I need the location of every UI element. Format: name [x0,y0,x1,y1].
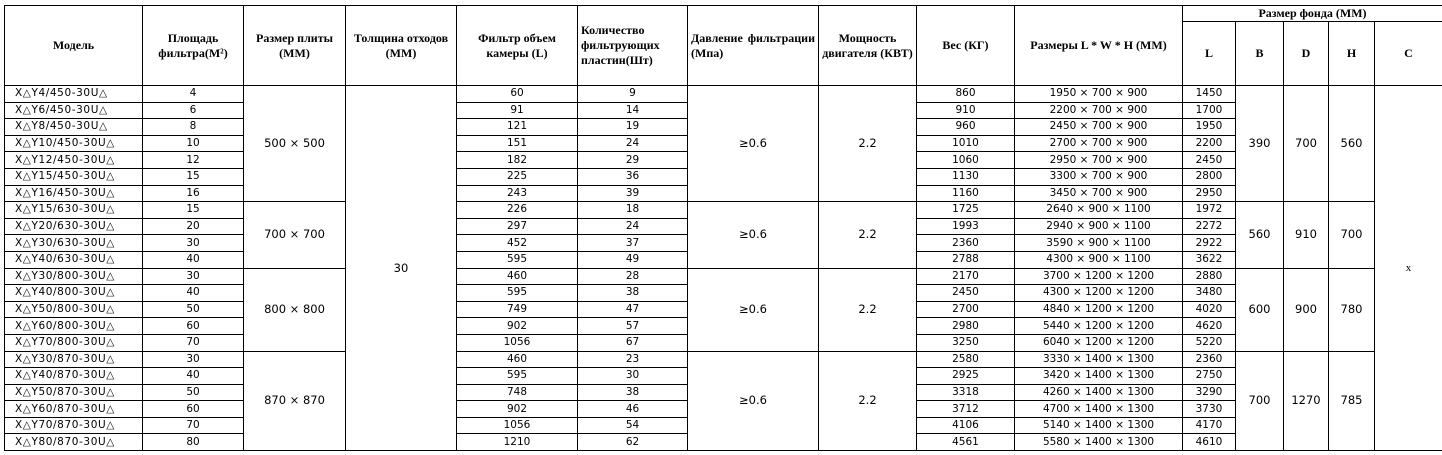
header-waste-thickness: Толщина отходов (ММ) [346,6,457,86]
weight-cell: 1725 [917,202,1015,219]
model-cell: X△Y15/450-30U△ [5,168,143,185]
filter-area-cell: 30 [143,235,244,252]
plate-count-cell: 24 [578,135,688,152]
plate-count-cell: 67 [578,334,688,351]
dimensions-cell: 3330 × 1400 × 1300 [1015,351,1183,368]
model-cell: X△Y15/630-30U△ [5,202,143,219]
foundation-l-cell: 3622 [1183,251,1236,268]
filter-area-cell: 4 [143,86,244,103]
filter-area-cell: 8 [143,119,244,136]
filter-area-cell: 50 [143,384,244,401]
dimensions-cell: 2950 × 700 × 900 [1015,152,1183,169]
model-cell: X△Y70/800-30U△ [5,334,143,351]
foundation-d-cell: 700 [1284,86,1329,202]
plate-count-cell: 9 [578,86,688,103]
dimensions-cell: 2940 × 900 × 1100 [1015,218,1183,235]
foundation-l-cell: 2950 [1183,185,1236,202]
chamber-volume-cell: 595 [457,368,578,385]
header-row [5,6,1442,22]
filter-area-cell: 40 [143,285,244,302]
foundation-l-cell: 2360 [1183,351,1236,368]
chamber-volume-cell: 60 [457,86,578,103]
filter-pressure-cell: ≥0.6 [688,86,819,202]
plate-count-cell: 57 [578,318,688,335]
weight-cell: 3712 [917,401,1015,418]
motor-power-cell: 2.2 [819,202,917,268]
chamber-volume-cell: 151 [457,135,578,152]
foundation-l-cell: 2800 [1183,168,1236,185]
filter-area-cell: 10 [143,135,244,152]
foundation-b-cell: 700 [1236,351,1284,451]
filter-area-cell: 15 [143,168,244,185]
chamber-volume-cell: 902 [457,401,578,418]
plate-count-cell: 37 [578,235,688,252]
model-cell: X△Y30/630-30U△ [5,235,143,252]
foundation-h-cell: 560 [1329,86,1375,202]
model-cell: X△Y40/630-30U△ [5,251,143,268]
dimensions-cell: 3300 × 700 × 900 [1015,168,1183,185]
spec-table [4,5,1442,451]
dimensions-cell: 4300 × 900 × 1100 [1015,251,1183,268]
foundation-l-cell: 1450 [1183,86,1236,103]
plate-count-cell: 47 [578,301,688,318]
foundation-l-cell: 4170 [1183,417,1236,434]
plate-count-cell: 62 [578,434,688,451]
filter-pressure-cell: ≥0.6 [688,202,819,268]
foundation-l-cell: 2750 [1183,368,1236,385]
foundation-l-cell: 3480 [1183,285,1236,302]
weight-cell: 960 [917,119,1015,136]
filter-area-cell: 12 [143,152,244,169]
weight-cell: 2788 [917,251,1015,268]
chamber-volume-cell: 182 [457,152,578,169]
dimensions-cell: 4700 × 1400 × 1300 [1015,401,1183,418]
foundation-l-cell: 3290 [1183,384,1236,401]
foundation-l-cell: 4620 [1183,318,1236,335]
header-filter-area: Площадь фильтра(М²) [143,6,244,86]
plate-count-cell: 30 [578,368,688,385]
foundation-l-cell: 4610 [1183,434,1236,451]
dimensions-cell: 5440 × 1200 × 1200 [1015,318,1183,335]
dimensions-cell: 5140 × 1400 × 1300 [1015,417,1183,434]
header-foundation-l: L [1183,22,1236,86]
dimensions-cell: 3420 × 1400 × 1300 [1015,368,1183,385]
motor-power-cell: 2.2 [819,86,917,202]
foundation-d-cell: 910 [1284,202,1329,268]
foundation-l-cell: 4020 [1183,301,1236,318]
dimensions-cell: 3590 × 900 × 1100 [1015,235,1183,252]
model-cell: X△Y70/870-30U△ [5,417,143,434]
foundation-h-cell: 700 [1329,202,1375,268]
foundation-h-cell: 785 [1329,351,1375,451]
filter-area-cell: 20 [143,218,244,235]
filter-area-cell: 50 [143,301,244,318]
weight-cell: 4106 [917,417,1015,434]
dimensions-cell: 2200 × 700 × 900 [1015,102,1183,119]
weight-cell: 2360 [917,235,1015,252]
plate-size-cell: 800 × 800 [244,268,346,351]
weight-cell: 1130 [917,168,1015,185]
filter-area-cell: 60 [143,401,244,418]
weight-cell: 1010 [917,135,1015,152]
chamber-volume-cell: 452 [457,235,578,252]
chamber-volume-cell: 1056 [457,334,578,351]
filter-area-cell: 15 [143,202,244,219]
foundation-d-cell: 1270 [1284,351,1329,451]
motor-power-cell: 2.2 [819,268,917,351]
foundation-l-cell: 1950 [1183,119,1236,136]
weight-cell: 3318 [917,384,1015,401]
model-cell: X△Y16/450-30U△ [5,185,143,202]
plate-size-cell: 870 × 870 [244,351,346,451]
header-weight: Вес (КГ) [917,6,1015,86]
header-chamber-volume: Фильтр объем камеры (L) [457,6,578,86]
filter-area-cell: 30 [143,268,244,285]
filter-area-cell: 16 [143,185,244,202]
weight-cell: 2700 [917,301,1015,318]
plate-count-cell: 14 [578,102,688,119]
plate-count-cell: 38 [578,384,688,401]
plate-count-cell: 39 [578,185,688,202]
weight-cell: 2925 [917,368,1015,385]
header-motor-power: Мощность двигателя (КВТ) [819,6,917,86]
dimensions-cell: 4300 × 1200 × 1200 [1015,285,1183,302]
chamber-volume-cell: 460 [457,268,578,285]
table-row [5,202,1442,219]
chamber-volume-cell: 243 [457,185,578,202]
model-cell: X△Y10/450-30U△ [5,135,143,152]
weight-cell: 910 [917,102,1015,119]
foundation-h-cell: 780 [1329,268,1375,351]
weight-cell: 1993 [917,218,1015,235]
filter-pressure-cell: ≥0.6 [688,351,819,451]
plate-count-cell: 54 [578,417,688,434]
plate-count-cell: 28 [578,268,688,285]
chamber-volume-cell: 749 [457,301,578,318]
chamber-volume-cell: 1210 [457,434,578,451]
filter-area-cell: 40 [143,368,244,385]
model-cell: X△Y30/870-30U△ [5,351,143,368]
table-row [5,351,1442,368]
model-cell: X△Y4/450-30U△ [5,86,143,103]
chamber-volume-cell: 226 [457,202,578,219]
filter-area-cell: 70 [143,334,244,351]
foundation-l-cell: 3730 [1183,401,1236,418]
dimensions-cell: 2640 × 900 × 1100 [1015,202,1183,219]
foundation-l-cell: 5220 [1183,334,1236,351]
filter-pressure-cell: ≥0.6 [688,268,819,351]
foundation-d-cell: 900 [1284,268,1329,351]
foundation-b-cell: 600 [1236,268,1284,351]
weight-cell: 860 [917,86,1015,103]
foundation-l-cell: 2272 [1183,218,1236,235]
motor-power-cell: 2.2 [819,351,917,451]
foundation-c-cell: x [1375,86,1442,451]
model-cell: X△Y60/870-30U△ [5,401,143,418]
dimensions-cell: 1950 × 700 × 900 [1015,86,1183,103]
model-cell: X△Y8/450-30U△ [5,119,143,136]
filter-area-cell: 6 [143,102,244,119]
foundation-b-cell: 390 [1236,86,1284,202]
chamber-volume-cell: 121 [457,119,578,136]
foundation-l-cell: 2922 [1183,235,1236,252]
weight-cell: 1160 [917,185,1015,202]
table-row [5,268,1442,285]
header-model: Модель [5,6,143,86]
weight-cell: 2980 [917,318,1015,335]
chamber-volume-cell: 748 [457,384,578,401]
dimensions-cell: 2700 × 700 × 900 [1015,135,1183,152]
model-cell: X△Y40/870-30U△ [5,368,143,385]
filter-area-cell: 60 [143,318,244,335]
plate-size-cell: 700 × 700 [244,202,346,268]
dimensions-cell: 4840 × 1200 × 1200 [1015,301,1183,318]
header-plate-count: Количество фильтрующих пластин(Шт) [578,6,688,86]
dimensions-cell: 3450 × 700 × 900 [1015,185,1183,202]
foundation-l-cell: 1972 [1183,202,1236,219]
spec-body [5,86,1442,451]
foundation-l-cell: 2200 [1183,135,1236,152]
chamber-volume-cell: 595 [457,251,578,268]
plate-count-cell: 38 [578,285,688,302]
header-foundation-b: B [1236,22,1284,86]
chamber-volume-cell: 460 [457,351,578,368]
weight-cell: 1060 [917,152,1015,169]
dimensions-cell: 5580 × 1400 × 1300 [1015,434,1183,451]
header-foundation: Размер фонда (ММ) [1183,6,1442,22]
model-cell: X△Y40/800-30U△ [5,285,143,302]
model-cell: X△Y50/800-30U△ [5,301,143,318]
weight-cell: 2170 [917,268,1015,285]
chamber-volume-cell: 595 [457,285,578,302]
chamber-volume-cell: 91 [457,102,578,119]
plate-count-cell: 46 [578,401,688,418]
chamber-volume-cell: 225 [457,168,578,185]
model-cell: X△Y12/450-30U△ [5,152,143,169]
weight-cell: 3250 [917,334,1015,351]
chamber-volume-cell: 1056 [457,417,578,434]
model-cell: X△Y80/870-30U△ [5,434,143,451]
weight-cell: 2450 [917,285,1015,302]
plate-count-cell: 18 [578,202,688,219]
filter-area-cell: 80 [143,434,244,451]
filter-area-cell: 40 [143,251,244,268]
model-cell: X△Y20/630-30U△ [5,218,143,235]
plate-count-cell: 24 [578,218,688,235]
dimensions-cell: 2450 × 700 × 900 [1015,119,1183,136]
plate-count-cell: 23 [578,351,688,368]
header-plate-size: Размер плиты (ММ) [244,6,346,86]
dimensions-cell: 6040 × 1200 × 1200 [1015,334,1183,351]
dimensions-cell: 3700 × 1200 × 1200 [1015,268,1183,285]
weight-cell: 4561 [917,434,1015,451]
foundation-l-cell: 2450 [1183,152,1236,169]
foundation-l-cell: 2880 [1183,268,1236,285]
model-cell: X△Y30/800-30U△ [5,268,143,285]
model-cell: X△Y50/870-30U△ [5,384,143,401]
foundation-b-cell: 560 [1236,202,1284,268]
chamber-volume-cell: 297 [457,218,578,235]
waste-thickness-cell: 30 [346,86,457,451]
header-foundation-c: C [1375,22,1442,86]
dimensions-cell: 4260 × 1400 × 1300 [1015,384,1183,401]
model-cell: X△Y60/800-30U△ [5,318,143,335]
header-filter-pressure: Давление фильтрации (Мпа) [688,6,819,86]
filter-area-cell: 70 [143,417,244,434]
plate-count-cell: 19 [578,119,688,136]
model-cell: X△Y6/450-30U△ [5,102,143,119]
plate-count-cell: 36 [578,168,688,185]
header-foundation-d: D [1284,22,1329,86]
table-row [5,86,1442,103]
foundation-l-cell: 1700 [1183,102,1236,119]
plate-count-cell: 29 [578,152,688,169]
weight-cell: 2580 [917,351,1015,368]
chamber-volume-cell: 902 [457,318,578,335]
plate-size-cell: 500 × 500 [244,86,346,202]
plate-count-cell: 49 [578,251,688,268]
header-foundation-h: H [1329,22,1375,86]
header-dimensions: Размеры L * W * H (ММ) [1015,6,1183,86]
filter-area-cell: 30 [143,351,244,368]
